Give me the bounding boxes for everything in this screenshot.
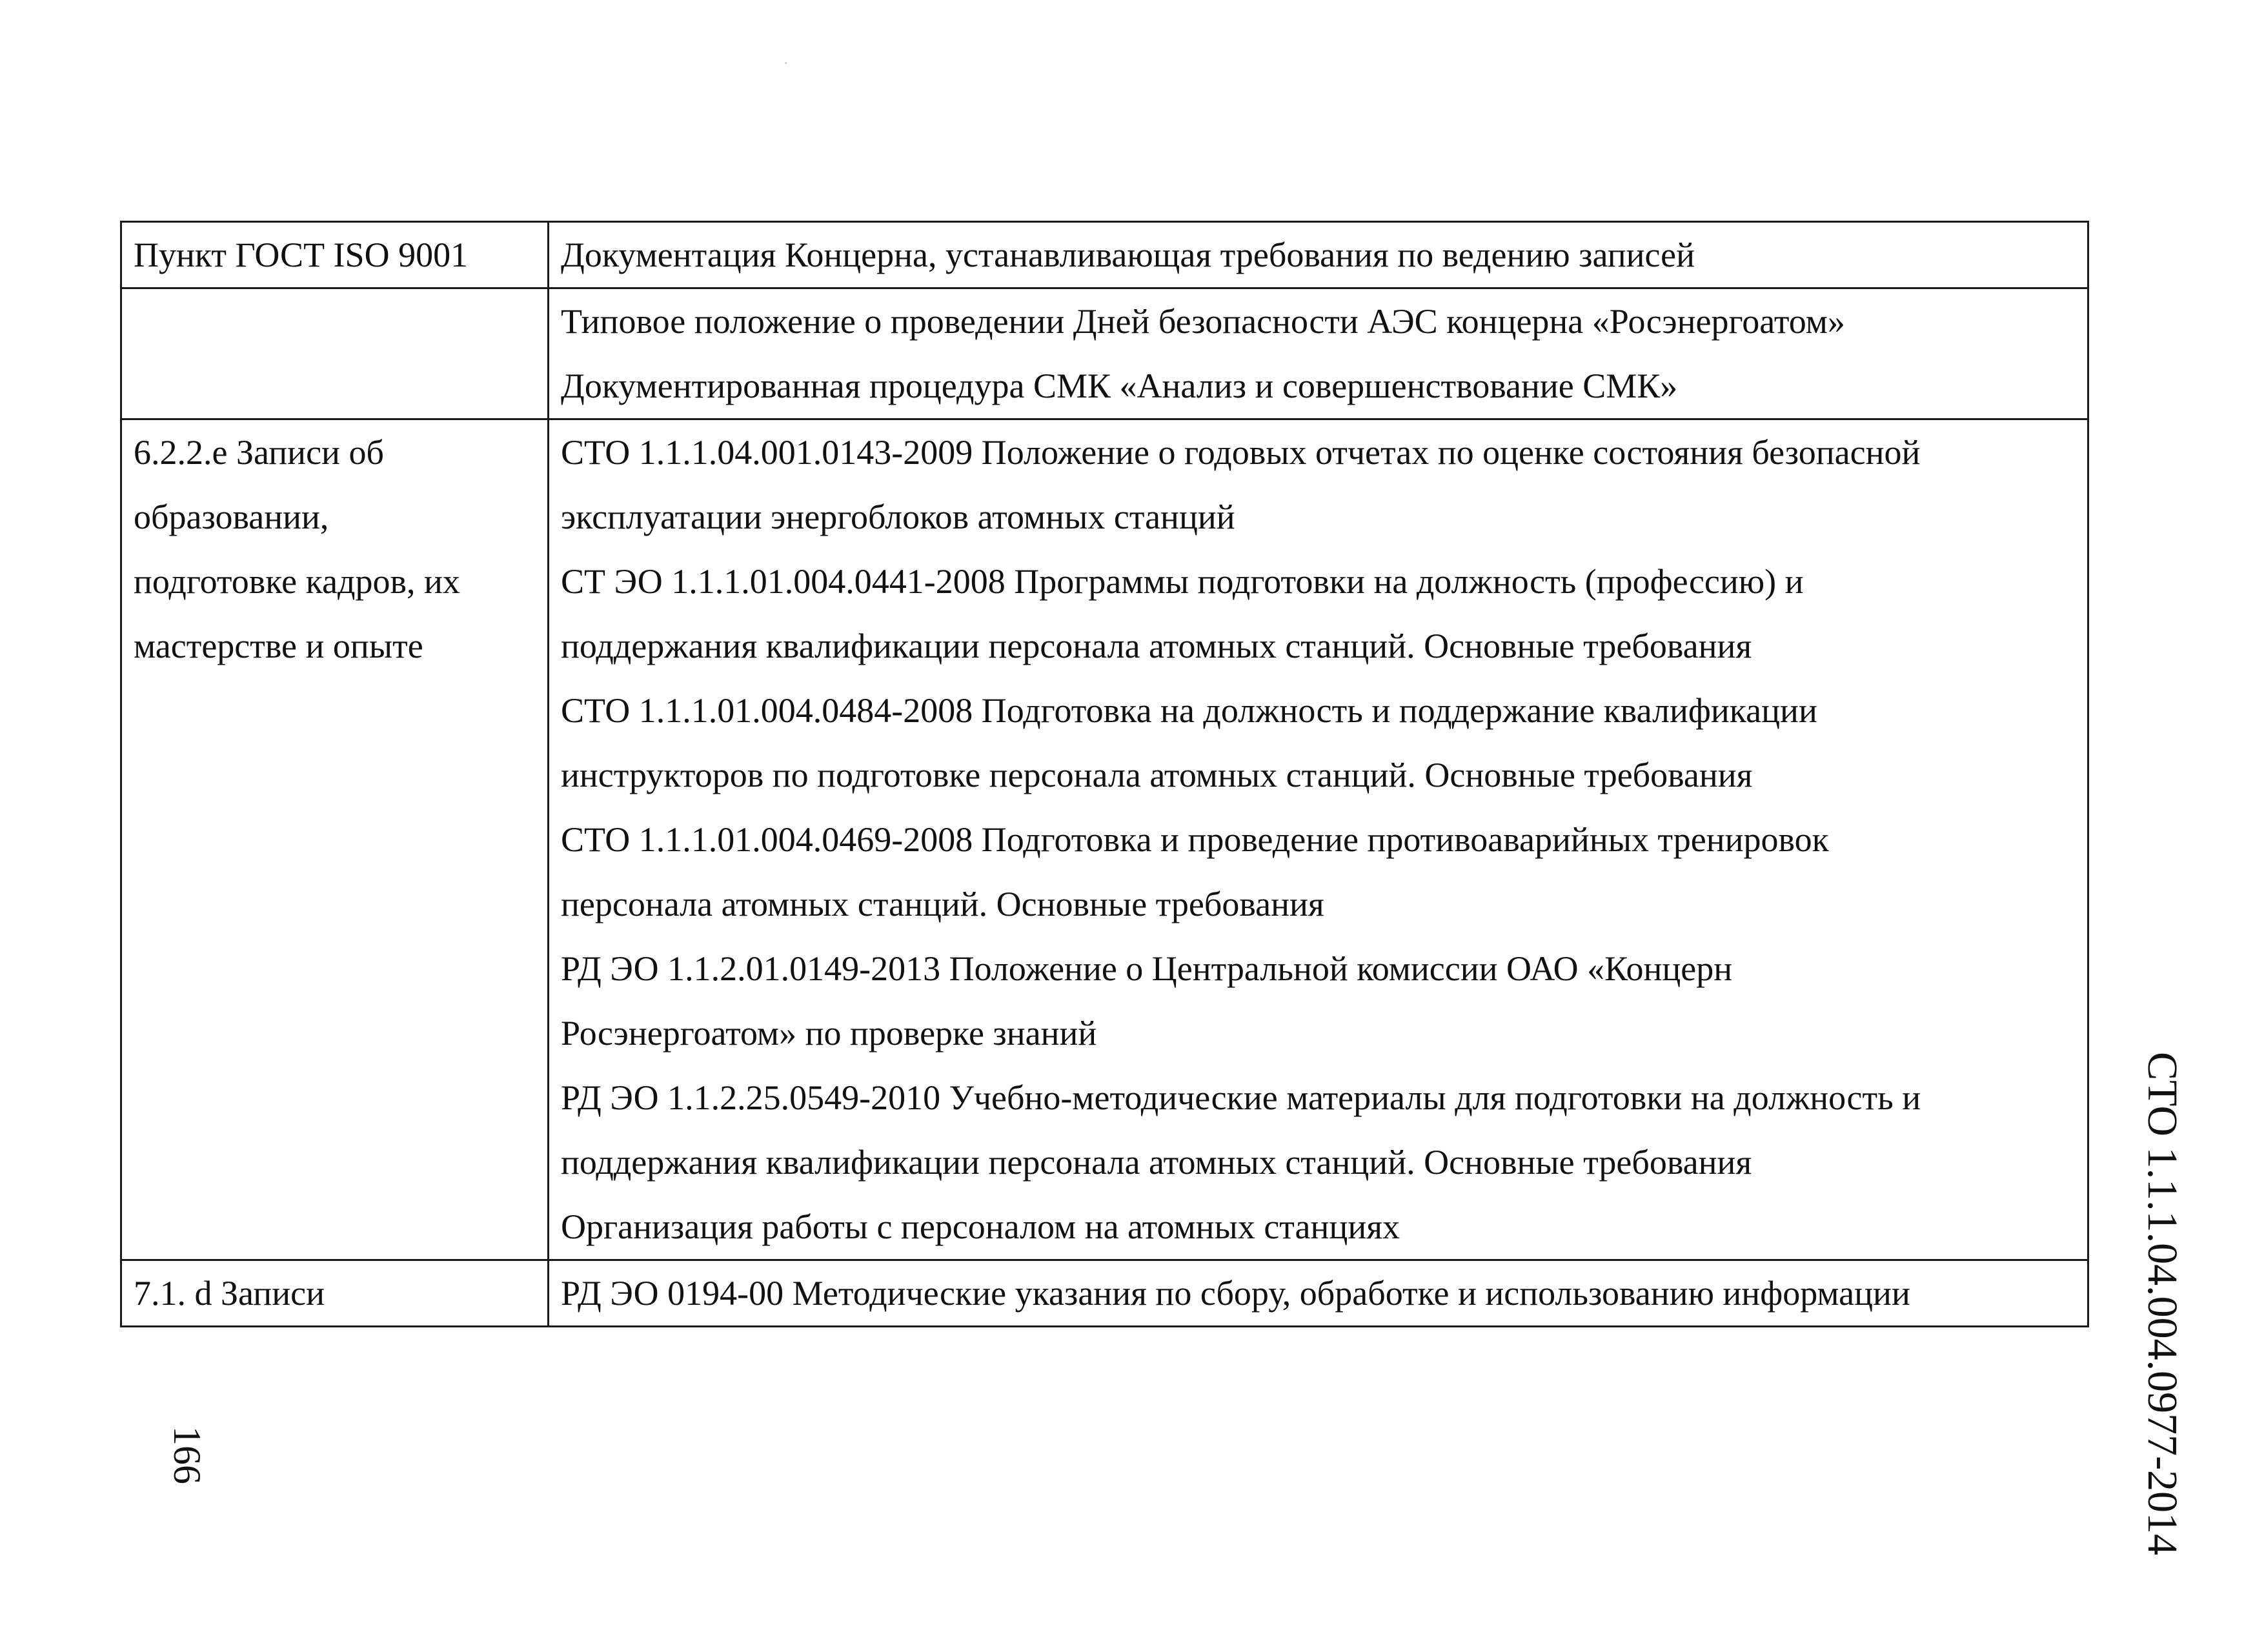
clause-cell bbox=[121, 1260, 549, 1327]
clause-line: мастерстве и опыте bbox=[134, 627, 423, 665]
doc-line: Типовое положение о проведении Дней безопасности АЭС концерна «Росэнергоатом» bbox=[561, 302, 1845, 341]
header-cell-clause bbox=[121, 222, 549, 288]
clause-cell bbox=[121, 419, 549, 1260]
doc-line: инструкторов по подготовке персонала атомных станций. Основные требования bbox=[561, 756, 1753, 794]
doc-line: Организация работы с персоналом на атомных станциях bbox=[561, 1207, 1400, 1246]
doc-line: СТО 1.1.1.01.004.0484-2008 Подготовка на должность и поддержание квалификации bbox=[561, 691, 1817, 730]
clause-line: 7.1. d Записи bbox=[134, 1274, 325, 1313]
clause-line: 6.2.2.е Записи об bbox=[134, 433, 384, 472]
header-clause-label: Пункт ГОСТ ISO 9001 bbox=[134, 236, 469, 274]
table-row bbox=[121, 288, 2088, 419]
doc-line: эксплуатации энергоблоков атомных станций bbox=[561, 498, 1235, 536]
table-header-row bbox=[121, 222, 2088, 288]
document-code: СТО 1.1.1.04.004.0977-2014 bbox=[2139, 1051, 2186, 1556]
docs-cell bbox=[549, 1260, 2088, 1327]
clause-line: образовании, bbox=[134, 498, 329, 536]
docs-cell bbox=[549, 419, 2088, 1260]
header-docs-label: Документация Концерна, устанавливающая требования по ведению записей bbox=[561, 236, 1695, 274]
scan-speck bbox=[785, 62, 787, 64]
doc-line: персонала атомных станций. Основные требования bbox=[561, 885, 1324, 923]
doc-line: поддержания квалификации персонала атомных станций. Основные требования bbox=[561, 627, 1752, 665]
doc-line: Документированная процедура СМК «Анализ и совершенствование СМК» bbox=[561, 367, 1678, 405]
header-cell-docs bbox=[549, 222, 2088, 288]
doc-line: Росэнергоатом» по проверке знаний bbox=[561, 1014, 1097, 1053]
doc-line: СТО 1.1.1.04.001.0143-2009 Положение о годовых отчетах по оценке состояния безопасной bbox=[561, 433, 1921, 472]
doc-line: поддержания квалификации персонала атомных станций. Основные требования bbox=[561, 1143, 1752, 1182]
doc-line: РД ЭО 0194-00 Методические указания по сбору, обработке и использованию информации bbox=[561, 1274, 1910, 1313]
clause-cell bbox=[121, 288, 549, 419]
page-number: 166 bbox=[166, 1426, 208, 1484]
docs-cell bbox=[549, 288, 2088, 419]
doc-line: РД ЭО 1.1.2.25.0549-2010 Учебно-методические материалы для подготовки на должность и bbox=[561, 1078, 1921, 1117]
table-row bbox=[121, 1260, 2088, 1327]
table-row bbox=[121, 419, 2088, 1260]
doc-line: РД ЭО 1.1.2.01.0149-2013 Положение о Центральной комиссии ОАО «Концерн bbox=[561, 949, 1733, 988]
doc-line: СТО 1.1.1.01.004.0469-2008 Подготовка и проведение противоаварийных тренировок bbox=[561, 820, 1829, 859]
doc-line: СТ ЭО 1.1.1.01.004.0441-2008 Программы подготовки на должность (профессию) и bbox=[561, 562, 1804, 601]
records-table bbox=[120, 221, 2089, 1327]
clause-line: подготовке кадров, их bbox=[134, 562, 460, 601]
